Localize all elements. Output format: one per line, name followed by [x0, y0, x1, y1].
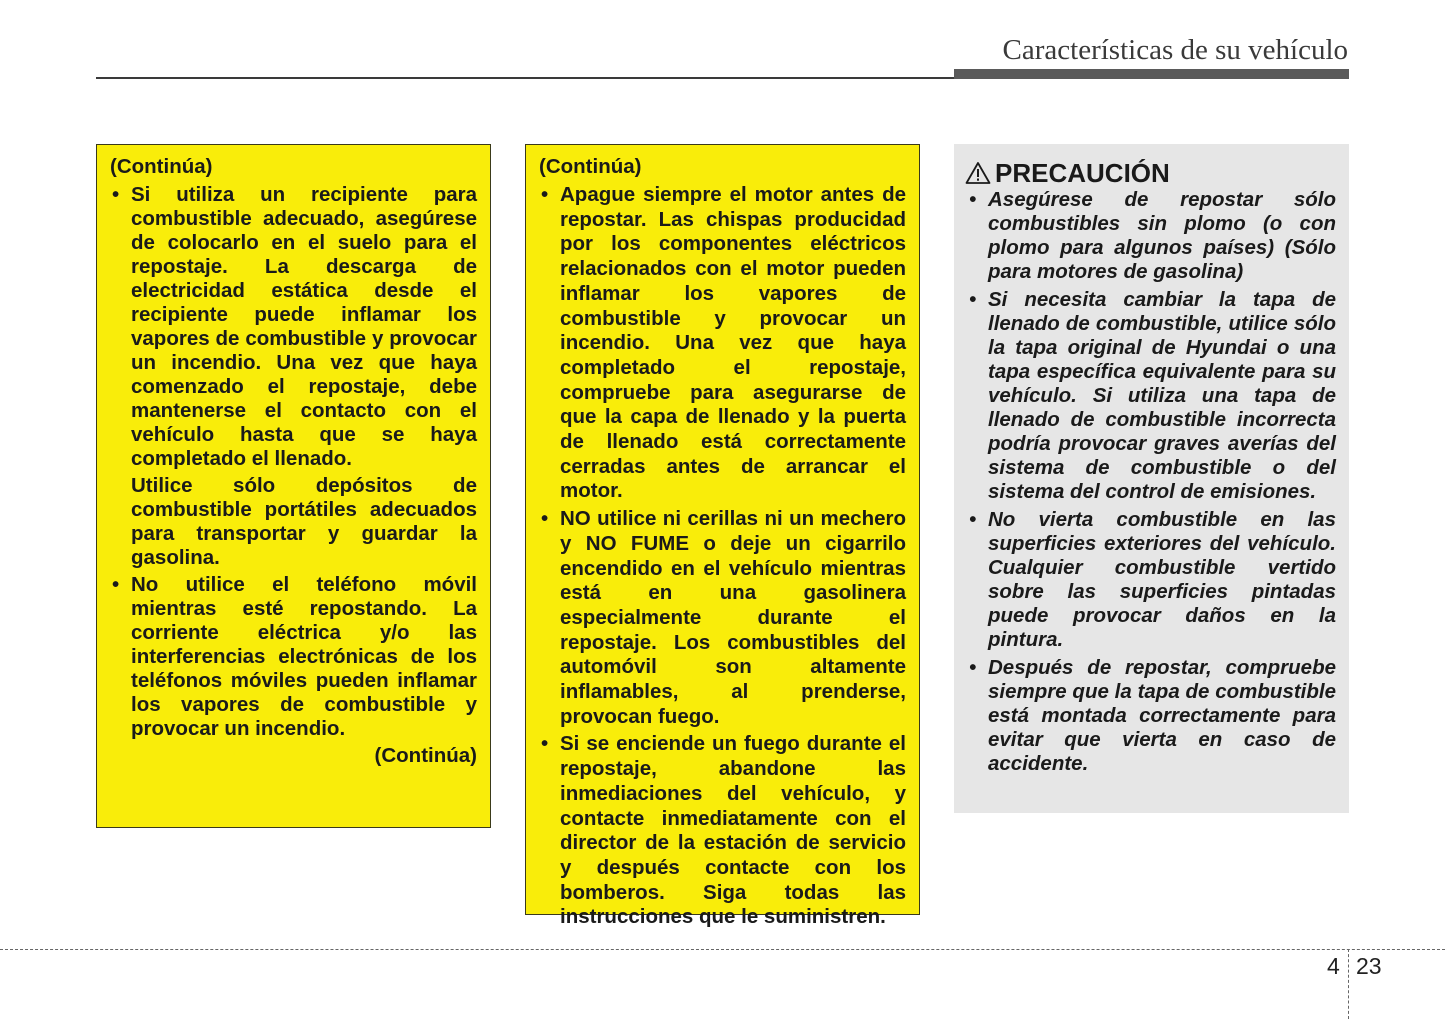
bullet-icon: •	[969, 656, 977, 679]
bullet-icon: •	[541, 507, 549, 531]
bullet-icon: •	[112, 573, 120, 596]
continued-label-bottom: (Continúa)	[374, 744, 477, 767]
bullet-icon: •	[541, 183, 549, 206]
list-item	[110, 573, 477, 741]
list-item-text: No vierta combustible en las superficies exteriores del vehículo. Cualquier combustible vertido sobre las superficies pintadas puede provocar daños en la pintura.	[988, 508, 1336, 651]
warning-triangle-icon	[965, 161, 991, 185]
caution-heading	[965, 158, 1336, 188]
warning-box-1	[96, 144, 491, 828]
bullet-icon: •	[969, 288, 977, 311]
footer-divider	[0, 949, 1445, 950]
warning-list-1	[110, 183, 477, 471]
list-item	[539, 732, 906, 930]
continued-label-top: (Continúa)	[539, 155, 642, 178]
bullet-icon: •	[969, 188, 977, 211]
list-item-text: Apague siempre el motor antes de repostar. Las chispas producidad por los componentes eléctricos relacionados con el motor pueden inflamar los vapores de combustible y provocar un incendio. Una vez que haya completado el repostaje, compruebe para asegurarse de que la capa de llenado y la puerta de llenado está correctamente cerradas antes de arrancar el motor.	[560, 183, 906, 503]
chapter-number: 4	[1327, 953, 1340, 979]
list-item-text: Si utiliza un recipiente para combustible adecuado, asegúrese de colocarlo en el suelo para el repostaje. La descarga de electricidad estática desde el recipiente puede inflamar los vapores de combustible y provocar un incendio. Una vez que haya comenzado el repostaje, debe mantenerse el contacto con el vehículo hasta que se haya completado el llenado.	[131, 183, 477, 470]
warning-list-2	[539, 183, 906, 930]
list-item-text: Después de repostar, compruebe siempre que la tapa de combustible está montada correctamente para evitar que vierta en caso de accidente.	[988, 656, 1336, 775]
caution-title: PRECAUCIÓN	[995, 158, 1170, 188]
list-item-text: NO utilice ni cerillas ni un mechero y NO FUME o deje un cigarrilo encendido en el vehículo mientras está en una gasolinera especialmente durante el repostaje. Los combustibles del automóvil son altamente inflamables, al prenderse, provocan fuego.	[560, 507, 906, 728]
caution-list	[967, 188, 1336, 776]
caution-box	[954, 144, 1349, 813]
warning-list-1b	[110, 573, 477, 741]
list-item	[967, 188, 1336, 284]
warning-box-2	[525, 144, 920, 929]
list-item	[967, 508, 1336, 652]
bullet-icon: •	[112, 183, 120, 206]
header-bar	[954, 69, 1349, 79]
list-item	[967, 288, 1336, 504]
bullet-icon: •	[969, 508, 977, 531]
list-item	[539, 507, 906, 729]
footer-page-divider	[1348, 949, 1349, 1019]
list-item	[110, 183, 477, 471]
page-header-title: Características de su vehículo	[1002, 34, 1348, 66]
list-item	[967, 656, 1336, 776]
continued-label-top: (Continúa)	[110, 155, 213, 178]
list-item-text: Si necesita cambiar la tapa de llenado de combustible, utilice sólo la tapa original de Hyundai o una tapa específica equivalente para su vehículo. Si utiliza una tapa de llenado de combustible incorrecta podría provocar graves averías del sistema de combustible o del sistema del control de emisiones.	[988, 288, 1336, 503]
list-item-text: Asegúrese de repostar sólo combustibles sin plomo (o con plomo para algunos países) (Sólo para motores de gasolina)	[988, 188, 1336, 283]
list-item-text: No utilice el teléfono móvil mientras esté repostando. La corriente eléctrica y/o las interferencias electrónicas de los teléfonos móviles pueden inflamar los vapores de combustible y provocar un incendio.	[131, 573, 477, 740]
page-number: 23	[1356, 953, 1382, 979]
header-rule	[96, 77, 954, 79]
list-item-text: Si se enciende un fuego durante el repostaje, abandone las inmediaciones del vehículo, y contacte inmediatamente con el director de la estación de servicio y después contacte con los bomberos. Siga todas las instrucciones que le suministren.	[560, 732, 906, 929]
extra-paragraph: Utilice sólo depósitos de combustible portátiles adecuados para transportar y guardar la gasolina.	[131, 474, 477, 569]
bullet-icon: •	[541, 732, 549, 756]
list-item	[539, 183, 906, 504]
